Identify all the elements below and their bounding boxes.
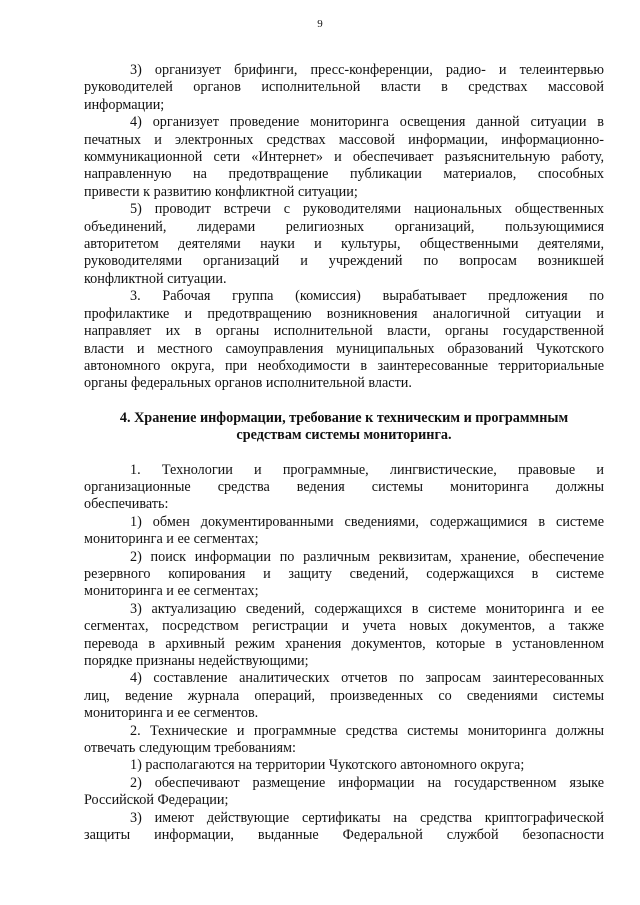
paragraph-item-4b <box>84 670 604 722</box>
text-line: органы федеральных органов исполнительной власти. <box>84 375 412 392</box>
page-number: 9 <box>317 18 323 30</box>
text-line: резервного копирования и защиту сведений, содержащихся в системе <box>84 565 604 582</box>
text-line: 2) поиск информации по различным реквизитам, хранение, обеспечение <box>130 548 604 565</box>
paragraph-clause-3 <box>84 288 604 392</box>
text-line: порядке признаны недействующими; <box>84 653 309 669</box>
text-line: печатных и электронных средствах массовой информации, информационно- <box>84 131 604 148</box>
text-line: 3) имеют действующие сертификаты на средства криптографической <box>130 809 604 826</box>
text-line: 3. Рабочая группа (комиссия) вырабатывает предложения по <box>130 288 604 305</box>
paragraph-req-1 <box>84 757 604 774</box>
text-line: перевода в архивный режим хранения документов, которые в установленном <box>84 635 604 652</box>
text-line: привести к развитию конфликтной ситуации; <box>84 183 358 200</box>
text-line: руководителями организаций и учреждений по вопросам возникшей <box>84 253 604 270</box>
text-line: автономного округа, при необходимости в заинтересованные территориальные <box>84 357 604 374</box>
text-line: мониторинга и ее сегментах; <box>84 531 259 548</box>
text-line: мониторинга и ее сегментах; <box>84 583 259 600</box>
text-line: 5) проводит встречи с руководителями национальных общественных <box>130 201 604 218</box>
text-line: сегментах, посредством регистрации и учета новых документов, а также <box>84 618 604 635</box>
text-line: авторитетом деятелями науки и культуры, общественными деятелями, <box>84 236 604 253</box>
text-line: конфликтной ситуации. <box>84 270 227 287</box>
paragraph-item-4 <box>84 114 604 201</box>
paragraph-clause-1 <box>84 462 604 514</box>
paragraph-item-5 <box>84 201 604 288</box>
text-line: коммуникационной сети «Интернет» и обеспечивает разъяснительную работу, <box>84 149 604 166</box>
text-line: Российской Федерации; <box>84 792 229 809</box>
text-line: направленную на предотвращение публикации материалов, способных <box>84 166 604 183</box>
page-content <box>84 62 604 844</box>
section-heading-line: средствам системы мониторинга. <box>236 427 452 444</box>
section-heading-line: 4. Хранение информации, требование к техническим и программным <box>119 409 569 426</box>
text-line: 1) располагаются на территории Чукотского автономного округа; <box>130 757 525 774</box>
text-line: 1) обмен документированными сведениями, содержащимися в системе <box>130 513 604 530</box>
text-line: руководителей органов исполнительной власти в средствах массовой <box>84 79 604 96</box>
text-line: 3) актуализацию сведений, содержащихся в системе мониторинга и ее <box>130 600 604 617</box>
text-line: 4) составление аналитических отчетов по запросам заинтересованных <box>130 670 604 687</box>
text-line: организационные средства ведения системы мониторинга должны <box>84 478 604 495</box>
text-line: 2. Технические и программные средства системы мониторинга должны <box>130 722 604 739</box>
paragraph-item-3b <box>84 601 604 671</box>
paragraph-item-3 <box>84 62 604 114</box>
paragraph-item-2 <box>84 549 604 601</box>
text-line: направляет их в органы исполнительной власти, органы государственной <box>84 323 604 340</box>
text-line: обеспечивать: <box>84 496 169 513</box>
section-heading <box>84 410 604 445</box>
text-line: профилактике и предотвращению возникновения аналогичной ситуации и <box>84 305 604 322</box>
paragraph-req-3 <box>84 810 604 845</box>
paragraph-req-2 <box>84 775 604 810</box>
text-line: власти и местного самоуправления муниципальных образований Чукотского <box>84 340 604 357</box>
text-line: 3) организует брифинги, пресс-конференции, радио- и телеинтервью <box>130 62 604 78</box>
paragraph-item-1 <box>84 514 604 549</box>
text-line: 4) организует проведение мониторинга освещения данной ситуации в <box>130 114 604 131</box>
paragraph-clause-2 <box>84 723 604 758</box>
text-line: защиты информации, выданные Федеральной службой безопасности <box>84 827 604 844</box>
text-line: отвечать следующим требованиям: <box>84 740 296 757</box>
text-line: информации; <box>84 96 165 113</box>
text-line: лиц, ведение журнала операций, произведенных со сведениями системы <box>84 687 604 704</box>
text-line: мониторинга и ее сегментов. <box>84 705 259 722</box>
text-line: объединений, лидерами религиозных организаций, пользующимися <box>84 218 604 235</box>
text-line: 2) обеспечивают размещение информации на государственном языке <box>130 774 604 791</box>
text-line: 1. Технологии и программные, лингвистические, правовые и <box>130 461 604 478</box>
